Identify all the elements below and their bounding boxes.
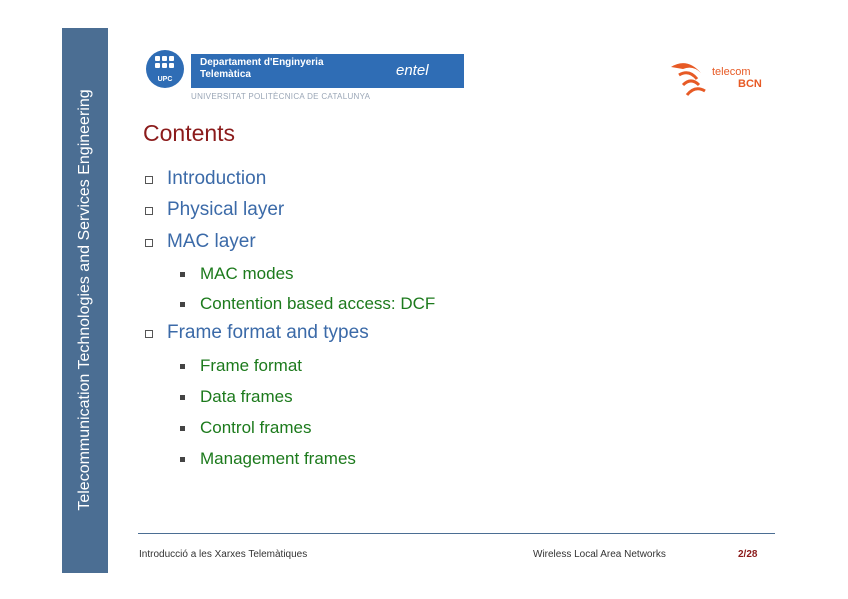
bullet-square-icon [180, 426, 185, 431]
list-subitem: Contention based access: DCF [200, 294, 436, 313]
list-item: MAC layer [167, 231, 256, 252]
university-name: UNIVERSITAT POLITÈCNICA DE CATALUNYA [191, 92, 371, 101]
bullet-square-icon [180, 457, 185, 462]
list-item: Introduction [167, 168, 267, 189]
bullet-square-icon [180, 272, 185, 277]
list-subitem: Management frames [200, 449, 356, 468]
bullet-box-icon [145, 207, 153, 215]
list-subitem: MAC modes [200, 264, 294, 283]
list-subitem: Control frames [200, 418, 312, 437]
list-subitem: Data frames [200, 387, 293, 406]
bullet-square-icon [180, 395, 185, 400]
bcn-logo-text: BCN [738, 78, 762, 90]
slide-title: Contents [143, 120, 236, 146]
telecom-bcn-logo-icon [665, 55, 711, 103]
list-subitem: Frame format [200, 356, 303, 375]
footer-topic: Wireless Local Area Networks [533, 549, 666, 560]
bullet-square-icon [180, 364, 185, 369]
footer-course: Introducció a les Xarxes Telemàtiques [139, 549, 308, 560]
upc-logo-label: UPC [157, 76, 173, 83]
department-name: Departament d'Enginyeria Telemàtica [200, 57, 324, 80]
telecom-logo-text: telecom [712, 66, 751, 78]
list-item: Physical layer [167, 199, 285, 220]
bullet-box-icon [145, 330, 153, 338]
side-banner-text: Telecommunication Technologies and Services Engineering [76, 89, 93, 511]
department-banner [191, 54, 464, 88]
entel-logo-text: entel [396, 62, 429, 79]
list-item: Frame format and types [167, 322, 369, 343]
bullet-box-icon [145, 176, 153, 184]
footer-divider [138, 533, 775, 534]
upc-logo [146, 50, 184, 88]
bullet-box-icon [145, 239, 153, 247]
bullet-square-icon [180, 302, 185, 307]
page-number: 2/28 [738, 549, 758, 560]
